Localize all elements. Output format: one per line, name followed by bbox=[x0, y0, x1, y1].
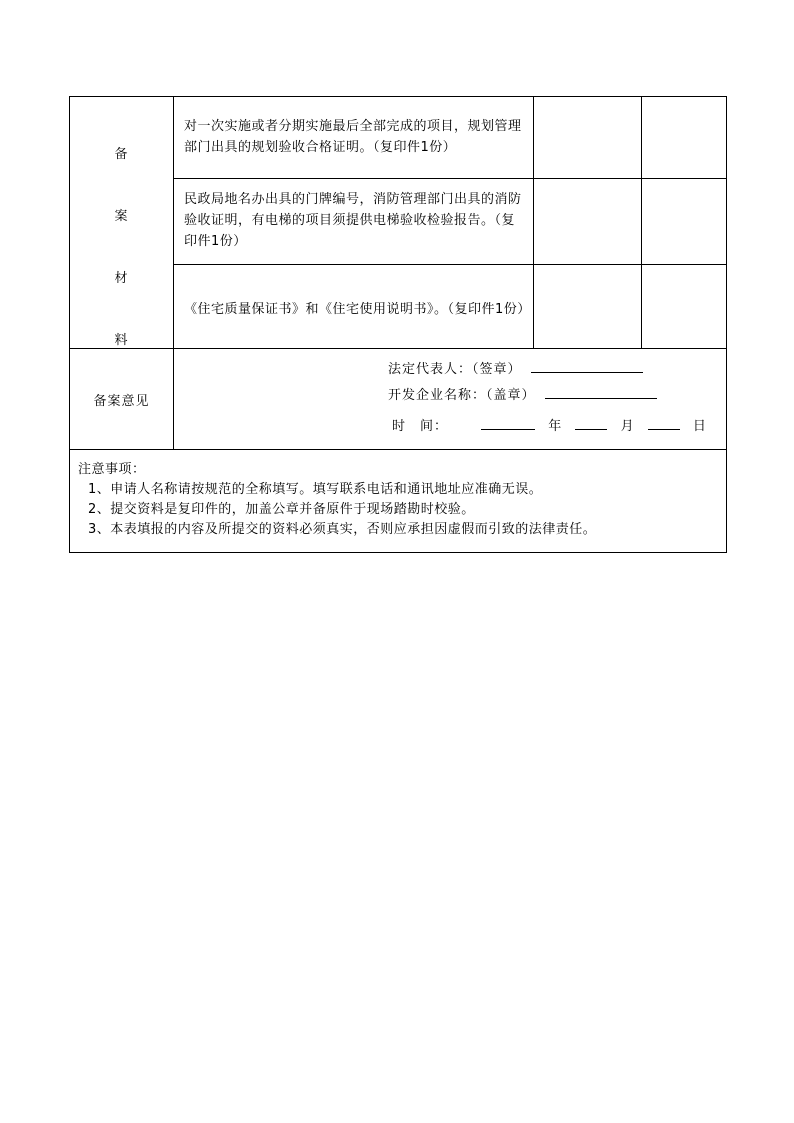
filing-materials-label-char: 材 bbox=[114, 271, 129, 286]
year-field[interactable] bbox=[481, 415, 535, 430]
time-label: 时 间： bbox=[392, 419, 449, 434]
note-item: 1、申请人名称请按规范的全称填写。填写联系电话和通讯地址应准确无误。 bbox=[88, 482, 543, 497]
legal-rep-label: 法定代表人：（签章） bbox=[388, 362, 522, 377]
opinion-label: 备案意见 bbox=[70, 349, 174, 450]
material-remark-cell[interactable] bbox=[642, 264, 727, 348]
month-label: 月 bbox=[620, 419, 635, 434]
material-check-cell[interactable] bbox=[534, 97, 642, 179]
material-item-text: 对一次实施或者分期实施最后全部完成的项目，规划管理部门出具的规划验收合格证明。（复印件1份） bbox=[174, 97, 534, 179]
note-item: 3、本表填报的内容及所提交的资料必须真实，否则应承担因虚假而引致的法律责任。 bbox=[88, 522, 597, 537]
date-line bbox=[392, 415, 707, 434]
year-label: 年 bbox=[548, 419, 563, 434]
company-label: 开发企业名称：（盖章） bbox=[388, 388, 536, 403]
day-field[interactable] bbox=[648, 415, 680, 430]
filing-materials-label-cell bbox=[70, 97, 174, 349]
legal-rep-signature-line bbox=[388, 358, 643, 377]
company-seal-field[interactable] bbox=[545, 384, 657, 399]
filing-materials-label-char: 料 bbox=[114, 333, 129, 348]
filing-materials-label-char: 备 bbox=[114, 147, 129, 162]
filing-form-table bbox=[69, 96, 727, 553]
material-check-cell[interactable] bbox=[534, 179, 642, 264]
material-item-text: 民政局地名办出具的门牌编号，消防管理部门出具的消防验收证明，有电梯的项目须提供电梯验收检验报告。（复印件1份） bbox=[174, 179, 534, 264]
legal-rep-signature-field[interactable] bbox=[531, 358, 643, 373]
notes-row bbox=[70, 450, 727, 553]
opinion-cell bbox=[174, 349, 727, 450]
material-row-1 bbox=[70, 97, 727, 179]
opinion-row bbox=[70, 349, 727, 450]
material-remark-cell[interactable] bbox=[642, 97, 727, 179]
notes-cell bbox=[70, 450, 727, 553]
material-item-text: 《住宅质量保证书》和《住宅使用说明书》。（复印件1份） bbox=[174, 264, 534, 348]
material-remark-cell[interactable] bbox=[642, 179, 727, 264]
filing-materials-label-char: 案 bbox=[114, 209, 129, 224]
material-check-cell[interactable] bbox=[534, 264, 642, 348]
month-field[interactable] bbox=[575, 415, 607, 430]
note-item: 2、提交资料是复印件的，加盖公章并备原件于现场踏勘时校验。 bbox=[88, 502, 475, 517]
day-label: 日 bbox=[692, 419, 707, 434]
notes-title: 注意事项： bbox=[78, 462, 146, 477]
company-seal-line bbox=[388, 384, 657, 403]
